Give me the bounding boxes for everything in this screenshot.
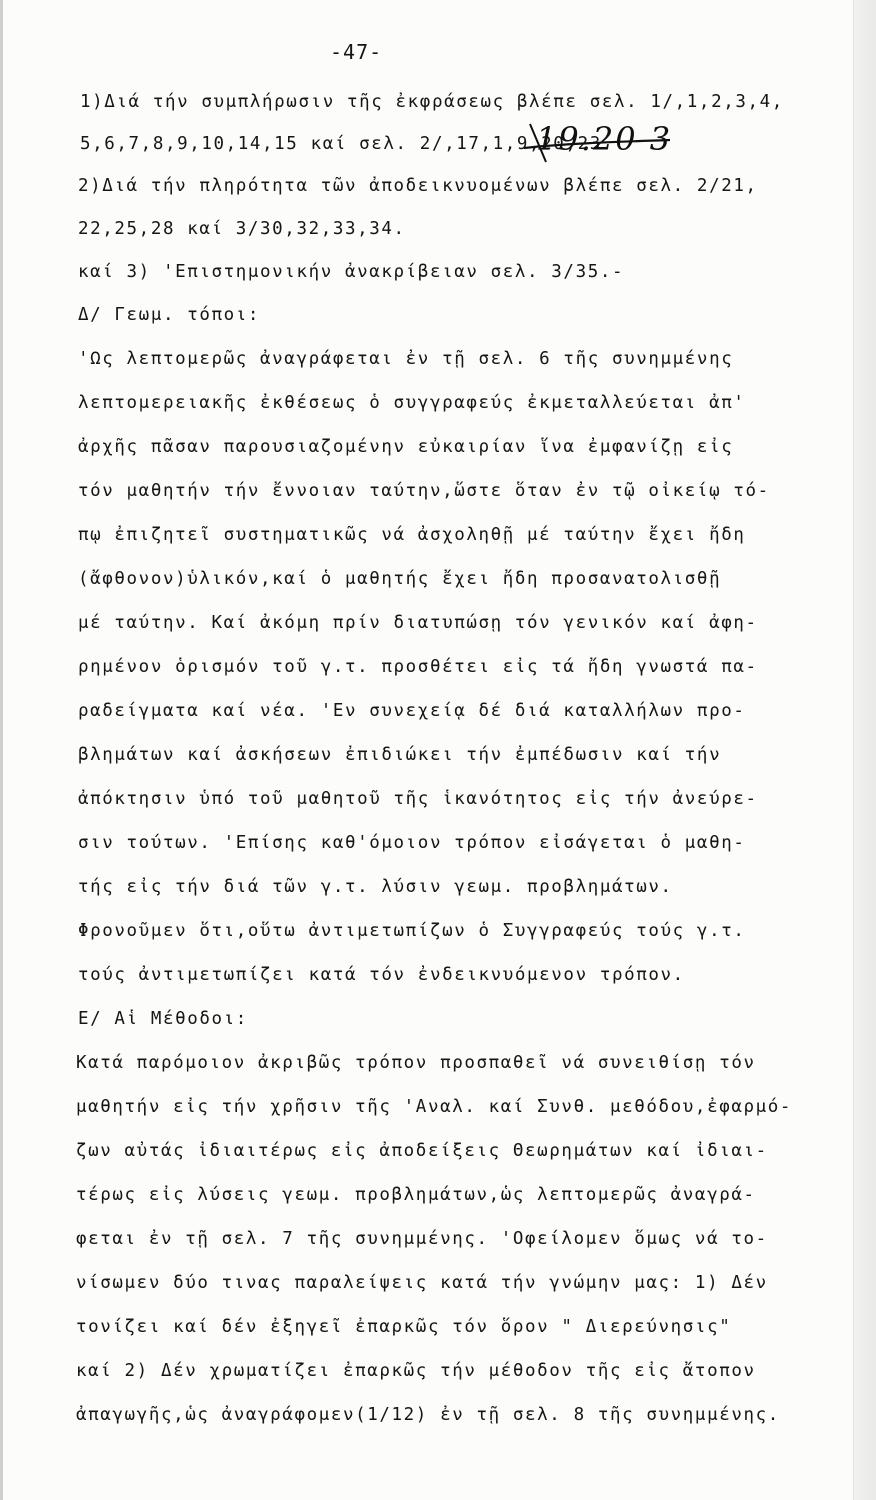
text-line-28: νίσωμεν δύο τινας παραλείψεις κατά τήν γνώμην μας: 1) Δέν: [76, 1273, 768, 1293]
text-line-19: τής εἰς τήν διά τῶν γ.τ. λύσιν γεωμ. προβλημάτων.: [78, 877, 673, 897]
text-line-9: ἀρχῆς πᾶσαν παρουσιαζομένην εὐκαιρίαν ἵνα ἐμφανίζῃ εἰς: [78, 437, 734, 457]
text-line-4: 22,25,28 καί 3/30,32,33,34.: [78, 219, 406, 239]
text-line-30: καί 2) Δέν χρωματίζει ἐπαρκῶς τήν μέθοδον τῆς εἰς ἄτοπον: [76, 1361, 756, 1381]
text-line-16: βλημάτων καί ἀσκήσεων ἐπιδιώκει τήν ἐμπέδωσιν καί τήν: [78, 745, 722, 765]
text-line-12: (ἄφθονον)ὑλικόν,καί ὁ μαθητής ἔχει ἤδη προσανατολισθῇ: [78, 569, 722, 589]
text-line-29: τονίζει καί δέν ἐξηγεῖ ἐπαρκῶς τόν ὅρον " Διερεύνησις": [76, 1317, 732, 1337]
text-line-1: 1)Διά τήν συμπλήρωσιν τῆς ἐκφράσεως βλέπε σελ. 1/,1,2,3,4,: [80, 92, 784, 112]
text-line-20: Φρονοῦμεν ὅτι,οὕτω ἀντιμετωπίζων ὁ Συγγραφεύς τούς γ.τ.: [78, 921, 746, 941]
section-heading-e: Ε/ Αἱ Μέθοδοι:: [78, 1009, 248, 1029]
text-line-31: ἀπαγωγῆς,ὡς ἀναγράφομεν(1/12) ἐν τῇ σελ. 8 τῆς συνημμένης.: [76, 1405, 780, 1425]
handwritten-annotation: [520, 118, 700, 168]
text-line-5: καί 3) 'Επιστημονικήν ἀνακρίβειαν σελ. 3/35.-: [78, 262, 625, 282]
text-line-7: 'Ως λεπτομερῶς ἀναγράφεται ἐν τῇ σελ. 6 τῆς συνημμένης: [78, 349, 734, 369]
text-line-26: τέρως εἰς λύσεις γεωμ. προβλημάτων,ὡς λεπτομερῶς ἀναγρά-: [76, 1185, 756, 1205]
text-line-15: ραδείγματα καί νέα. 'Εν συνεχείᾳ δέ διά καταλλήλων προ-: [78, 701, 746, 721]
page-left-edge: [0, 0, 3, 1500]
text-line-25: ζων αὐτάς ἰδιαιτέρως εἰς ἀποδείξεις Θεωρημάτων καί ἰδιαι-: [76, 1141, 768, 1161]
text-line-3: 2)Διά τήν πληρότητα τῶν ἀποδεικνυομένων βλέπε σελ. 2/21,: [78, 176, 758, 196]
text-line-18: σιν τούτων. 'Επίσης καθ'όμοιον τρόπον εἰσάγεται ὁ μαθη-: [78, 833, 746, 853]
text-line-17: ἀπόκτησιν ὑπό τοῦ μαθητοῦ τῆς ἱκανότητος εἰς τήν ἀνεύρε-: [78, 789, 758, 809]
text-line-2: 5,6,7,8,9,10,14,15 καί σελ. 2/,17,1,9,20,23: [80, 134, 602, 154]
handwritten-annotation-text: 19.20 3: [536, 120, 673, 158]
page-number: -47-: [330, 40, 383, 64]
text-line-24: μαθητήν εἰς τήν χρῆσιν τῆς 'Αναλ. καί Συνθ. μεθόδου,ἐφαρμό-: [76, 1097, 793, 1117]
text-line-23: Κατά παρόμοιον ἀκριβῶς τρόπον προσπαθεῖ νά συνειθίσῃ τόν: [76, 1053, 756, 1073]
text-line-8: λεπτομερειακῆς ἐκθέσεως ὁ συγγραφεύς ἐκμεταλλεύεται ἀπ': [78, 393, 746, 413]
text-line-27: φεται ἐν τῇ σελ. 7 τῆς συνημμένης. 'Οφείλομεν ὅμως νά το-: [76, 1229, 768, 1249]
text-line-10: τόν μαθητήν τήν ἔννοιαν ταύτην,ὥστε ὅταν ἐν τῷ οἰκείῳ τό-: [78, 481, 770, 501]
text-line-14: ρημένον ὁρισμόν τοῦ γ.τ. προσθέτει εἰς τά ἤδη γνωστά πα-: [78, 657, 758, 677]
text-line-11: πῳ ἐπιζητεῖ συστηματικῶς νά ἀσχοληθῇ μέ ταύτην ἔχει ἤδη: [78, 525, 746, 545]
page-right-edge: [853, 0, 876, 1500]
text-line-21: τούς ἀντιμετωπίζει κατά τόν ἐνδεικνυόμενον τρόπον.: [78, 965, 685, 985]
text-line-13: μέ ταύτην. Καί ἀκόμη πρίν διατυπώσῃ τόν γενικόν καί ἀφη-: [78, 613, 758, 633]
section-heading-d: Δ/ Γεωμ. τόποι:: [78, 305, 261, 325]
